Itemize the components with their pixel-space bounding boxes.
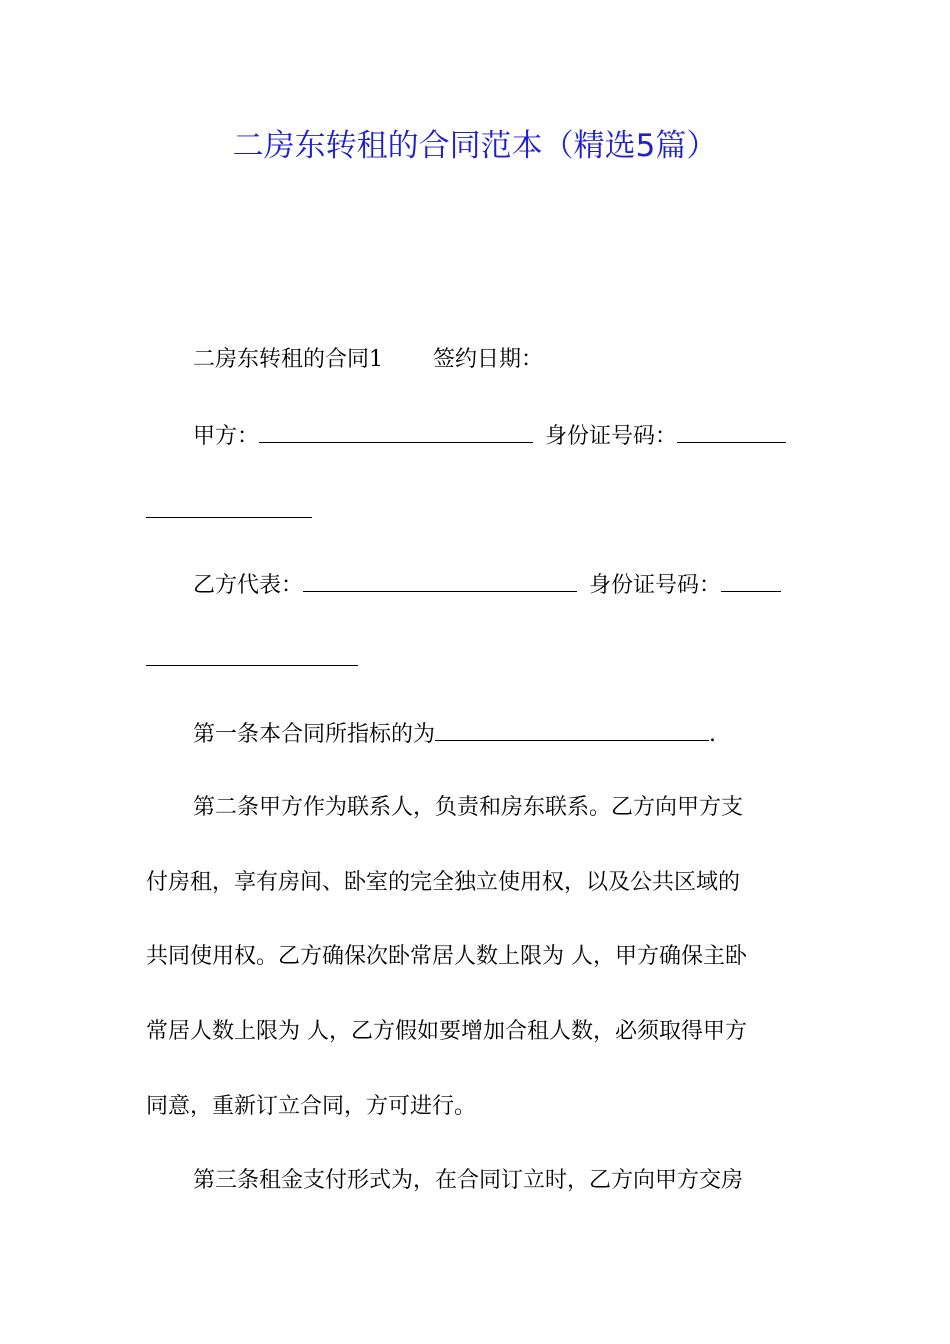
article-1-blank xyxy=(435,718,709,741)
party-b-name-blank xyxy=(303,569,577,592)
party-b-id-continuation xyxy=(0,643,950,675)
party-b-id-blank-cont xyxy=(146,643,358,666)
article-1 xyxy=(0,718,950,750)
party-a-id-label: 身份证号码： xyxy=(545,424,678,449)
sign-date-label: 签约日期： xyxy=(433,347,544,372)
contract-name: 二房东转租的合同1 xyxy=(193,347,383,372)
party-b-id-blank xyxy=(721,569,781,592)
party-a-id-blank xyxy=(677,420,786,443)
party-a-label: 甲方： xyxy=(193,424,260,449)
document-title: 二房东转租的合同范本（精选5篇） xyxy=(232,128,718,164)
contract-heading xyxy=(0,345,950,375)
article-3-line: 第三条租金支付形式为，在合同订立时，乙方向甲方交房 xyxy=(193,1168,744,1193)
party-b-id-label: 身份证号码： xyxy=(589,573,722,598)
article-2-line: 第二条甲方作为联系人，负责和房东联系。乙方向甲方支 xyxy=(193,795,744,820)
article-2-line: 同意，重新订立合同，方可进行。 xyxy=(146,1094,477,1119)
article-1-end: . xyxy=(709,722,717,747)
article-2-line: 常居人数上限为 人，乙方假如要增加合租人数，必须取得甲方 xyxy=(146,1019,747,1044)
article-2-line: 共同使用权。乙方确保次卧常居人数上限为 人，甲方确保主卧 xyxy=(146,944,747,969)
party-a-id-blank-cont xyxy=(146,495,312,518)
party-b-label: 乙方代表： xyxy=(193,573,304,598)
party-a-id-continuation xyxy=(0,495,950,527)
party-a-row xyxy=(0,420,950,452)
party-b-row xyxy=(0,569,950,601)
article-1-text: 第一条本合同所指标的为 xyxy=(193,722,436,747)
party-a-name-blank xyxy=(259,420,533,443)
article-2-line: 付房租，享有房间、卧室的完全独立使用权，以及公共区域的 xyxy=(146,870,741,895)
